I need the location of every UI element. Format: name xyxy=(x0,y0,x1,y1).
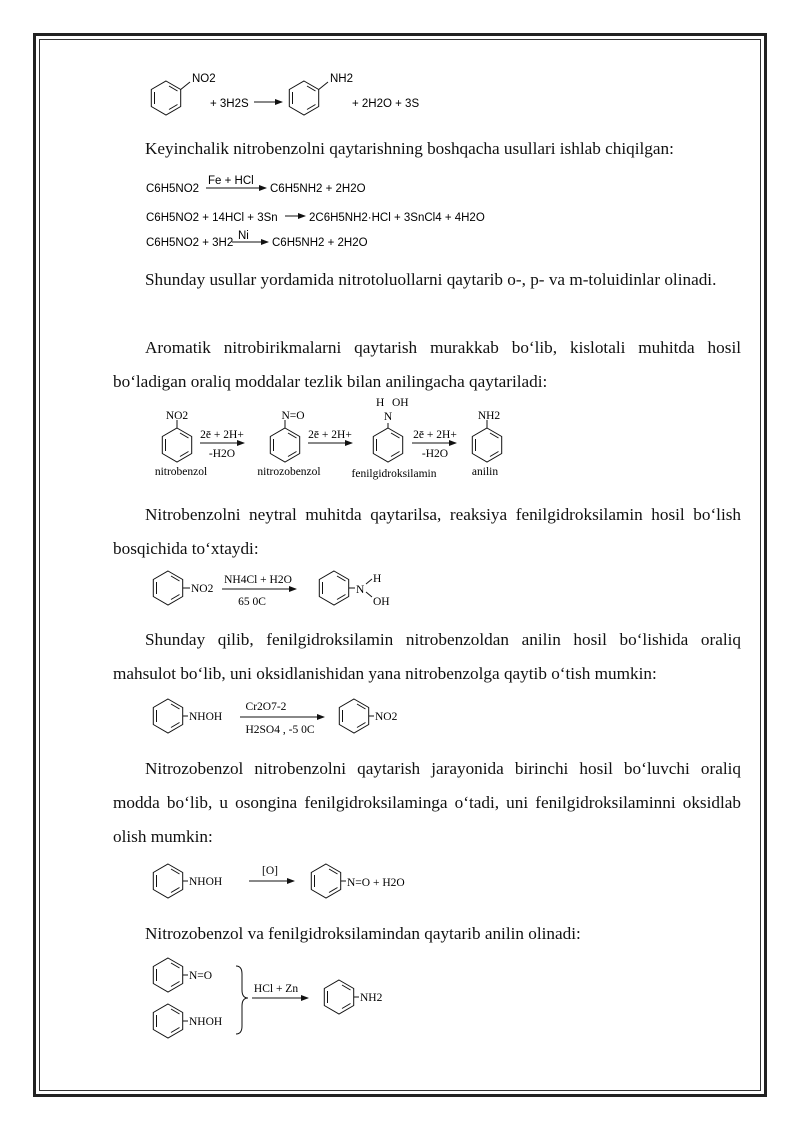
reaction-2 xyxy=(146,175,485,249)
benzene-ring xyxy=(153,958,182,992)
products: N=O + H2O xyxy=(347,877,405,889)
nitroso-group: N=O xyxy=(281,410,305,422)
conditions: H2SO4 , -5 0C xyxy=(245,724,315,736)
products: C6H5NH2 + 2H2O xyxy=(272,237,368,249)
catalyst: Ni xyxy=(238,230,249,242)
step-reagent: 2ē + 2H+ xyxy=(413,429,457,441)
reagent: NH4Cl + H2O xyxy=(224,574,292,586)
nitroso-group: N=O xyxy=(189,970,213,982)
hydroxyl-group: OH xyxy=(373,596,390,608)
benzene-ring xyxy=(153,699,182,733)
benzene-ring xyxy=(153,1004,182,1038)
step-byproduct: -H2O xyxy=(208,448,236,460)
reagent: HCl + Zn xyxy=(253,983,299,995)
paragraph-6: Nitrozobenzol nitrobenzolni qaytarish jarayonida birinchi hosil bo‘luvchi oraliq modda bo‘lib, u osongina fenilgidroksilaminga o‘tadi, uni fenilgidroksilaminni oksidlab olish mumkin: xyxy=(113,759,741,846)
benzene-ring xyxy=(289,81,318,115)
paragraph-4: Nitrobenzolni neytral muhitda qaytarilsa, reaksiya fenilgidroksilamin hosil bo‘lish bosqichida to‘xtaydi: xyxy=(113,505,741,558)
nitro-group: NO2 xyxy=(375,711,398,723)
products: + 2H2O + 3S xyxy=(352,98,420,110)
oxidant: Cr2O7-2 xyxy=(245,701,287,713)
benzene-ring xyxy=(270,428,299,462)
products: C6H5NH2 + 2H2O xyxy=(270,183,366,195)
amino-group: NH2 xyxy=(360,992,383,1004)
benzene-ring xyxy=(472,428,501,462)
hydrogen-atom: H xyxy=(376,397,385,409)
temperature: 65 0C xyxy=(238,596,266,608)
reaction-1 xyxy=(151,73,419,115)
nitro-group: NO2 xyxy=(191,583,214,595)
label-fenilgidroksilamin: fenilgidroksilamin xyxy=(351,468,437,480)
catalyst: Fe + HCl xyxy=(208,175,254,187)
nitrogen-atom: N xyxy=(383,411,393,423)
benzene-ring xyxy=(311,864,340,898)
paragraph-5: Shunday qilib, fenilgidroksilamin nitrobenzoldan anilin hosil bo‘lishida oraliq mahsulot bo‘lib, uni oksidlanishidan yana nitrobenzolga qaytib o‘tish mumkin: xyxy=(113,630,741,683)
amino-group: NH2 xyxy=(330,73,354,85)
reaction-7 xyxy=(153,958,382,1038)
nitro-group: NO2 xyxy=(165,410,189,422)
benzene-ring xyxy=(339,699,368,733)
hydrogen-atom: H xyxy=(373,573,382,585)
paragraph-2: Shunday usullar yordamida nitrotoluollarni qaytarib o-, p- va m-toluidinlar olinadi. xyxy=(145,270,717,289)
benzene-ring xyxy=(324,980,353,1014)
reactant: C6H5NO2 + 14HCl + 3Sn xyxy=(146,212,278,224)
amino-group: NH2 xyxy=(477,410,501,422)
phenylhydroxylamine-group: NHOH xyxy=(189,711,223,723)
reaction-4 xyxy=(153,571,389,608)
step-reagent: 2ē + 2H+ xyxy=(308,429,352,441)
label-anilin: anilin xyxy=(471,466,499,478)
hydroxyl-group: OH xyxy=(392,397,409,409)
nitrogen-atom: N xyxy=(356,584,365,596)
phenylhydroxylamine-group: NHOH xyxy=(189,1016,223,1028)
benzene-ring xyxy=(153,864,182,898)
reaction-3 xyxy=(155,397,502,480)
paragraph-7: Nitrozobenzol va fenilgidroksilamindan qaytarib anilin olinadi: xyxy=(145,924,581,943)
label-nitrozobenzol: nitrozobenzol xyxy=(257,466,321,478)
paragraph-3: Aromatik nitrobirikmalarni qaytarish murakkab bo‘lib, kislotali muhitda hosil bo‘ladigan oraliq moddalar tezlik bilan anilingacha qaytariladi: xyxy=(113,338,741,391)
benzene-ring xyxy=(162,428,191,462)
reaction-5 xyxy=(153,699,397,736)
benzene-ring xyxy=(373,428,402,462)
reaction-6 xyxy=(153,864,404,898)
benzene-ring xyxy=(319,571,348,605)
reagent: + 3H2S xyxy=(210,98,249,110)
nitro-group: NO2 xyxy=(192,73,216,85)
reactant: C6H5NO2 + 3H2 xyxy=(146,237,234,249)
oxidant: [O] xyxy=(262,865,278,877)
benzene-ring xyxy=(151,81,180,115)
benzene-ring xyxy=(153,571,182,605)
label-nitrobenzol: nitrobenzol xyxy=(154,466,208,478)
paragraph-1: Keyinchalik nitrobenzolni qaytarishning boshqacha usullari ishlab chiqilgan: xyxy=(145,139,674,158)
step-byproduct: -H2O xyxy=(421,448,449,460)
reactant: C6H5NO2 xyxy=(146,183,200,195)
step-reagent: 2ē + 2H+ xyxy=(200,429,244,441)
products: 2C6H5NH2·HCl + 3SnCl4 + 4H2O xyxy=(309,212,485,224)
phenylhydroxylamine-group: NHOH xyxy=(189,876,223,888)
